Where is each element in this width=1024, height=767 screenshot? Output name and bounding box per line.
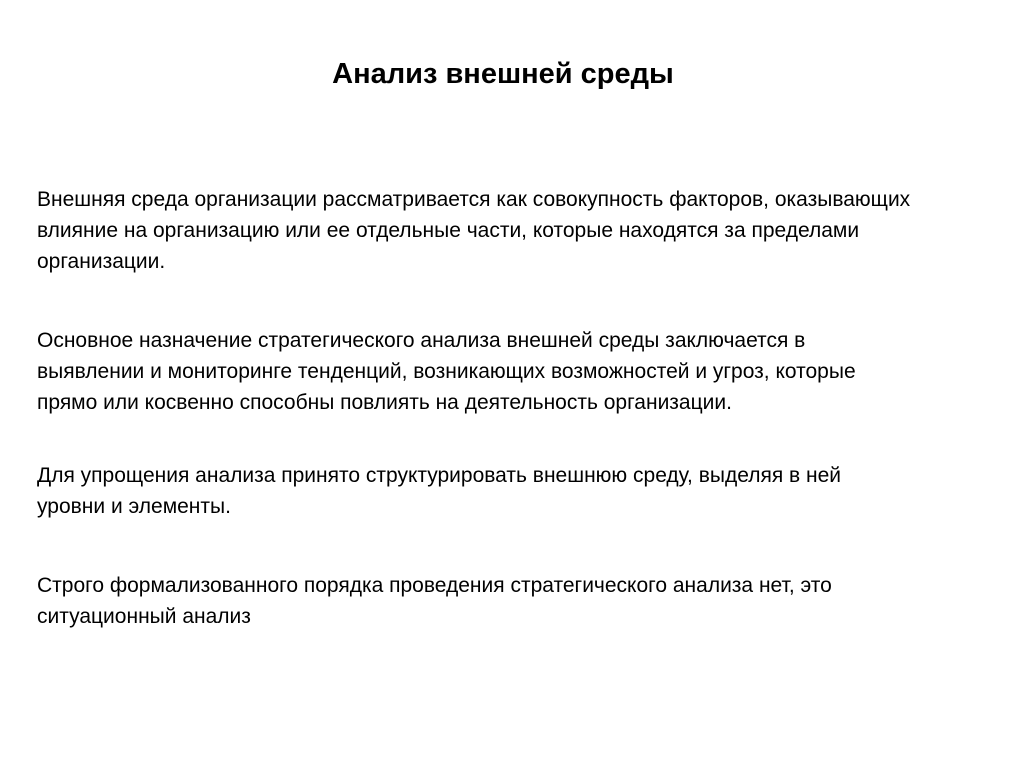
paragraph-structuring: Для упрощения анализа принято структурировать внешнюю среду, выделяя в ней уровни и элементы. — [37, 464, 842, 518]
paragraph-situational-analysis: Строго формализованного порядка проведения стратегического анализа нет, это ситуационный анализ — [37, 574, 832, 628]
slide-title: Анализ внешней среды — [332, 58, 674, 90]
paragraph-external-environment-definition: Внешняя среда организации рассматривается как совокупность факторов, оказывающих влияние на организацию или ее отдельные части, которые находятся за пределами организации. — [37, 188, 911, 273]
paragraph-analysis-purpose: Основное назначение стратегического анализа внешней среды заключается в выявлении и мониторинге тенденций, возникающих возможностей и угроз, которые прямо или косвенно способны повлиять на деятельность организации. — [37, 329, 856, 414]
